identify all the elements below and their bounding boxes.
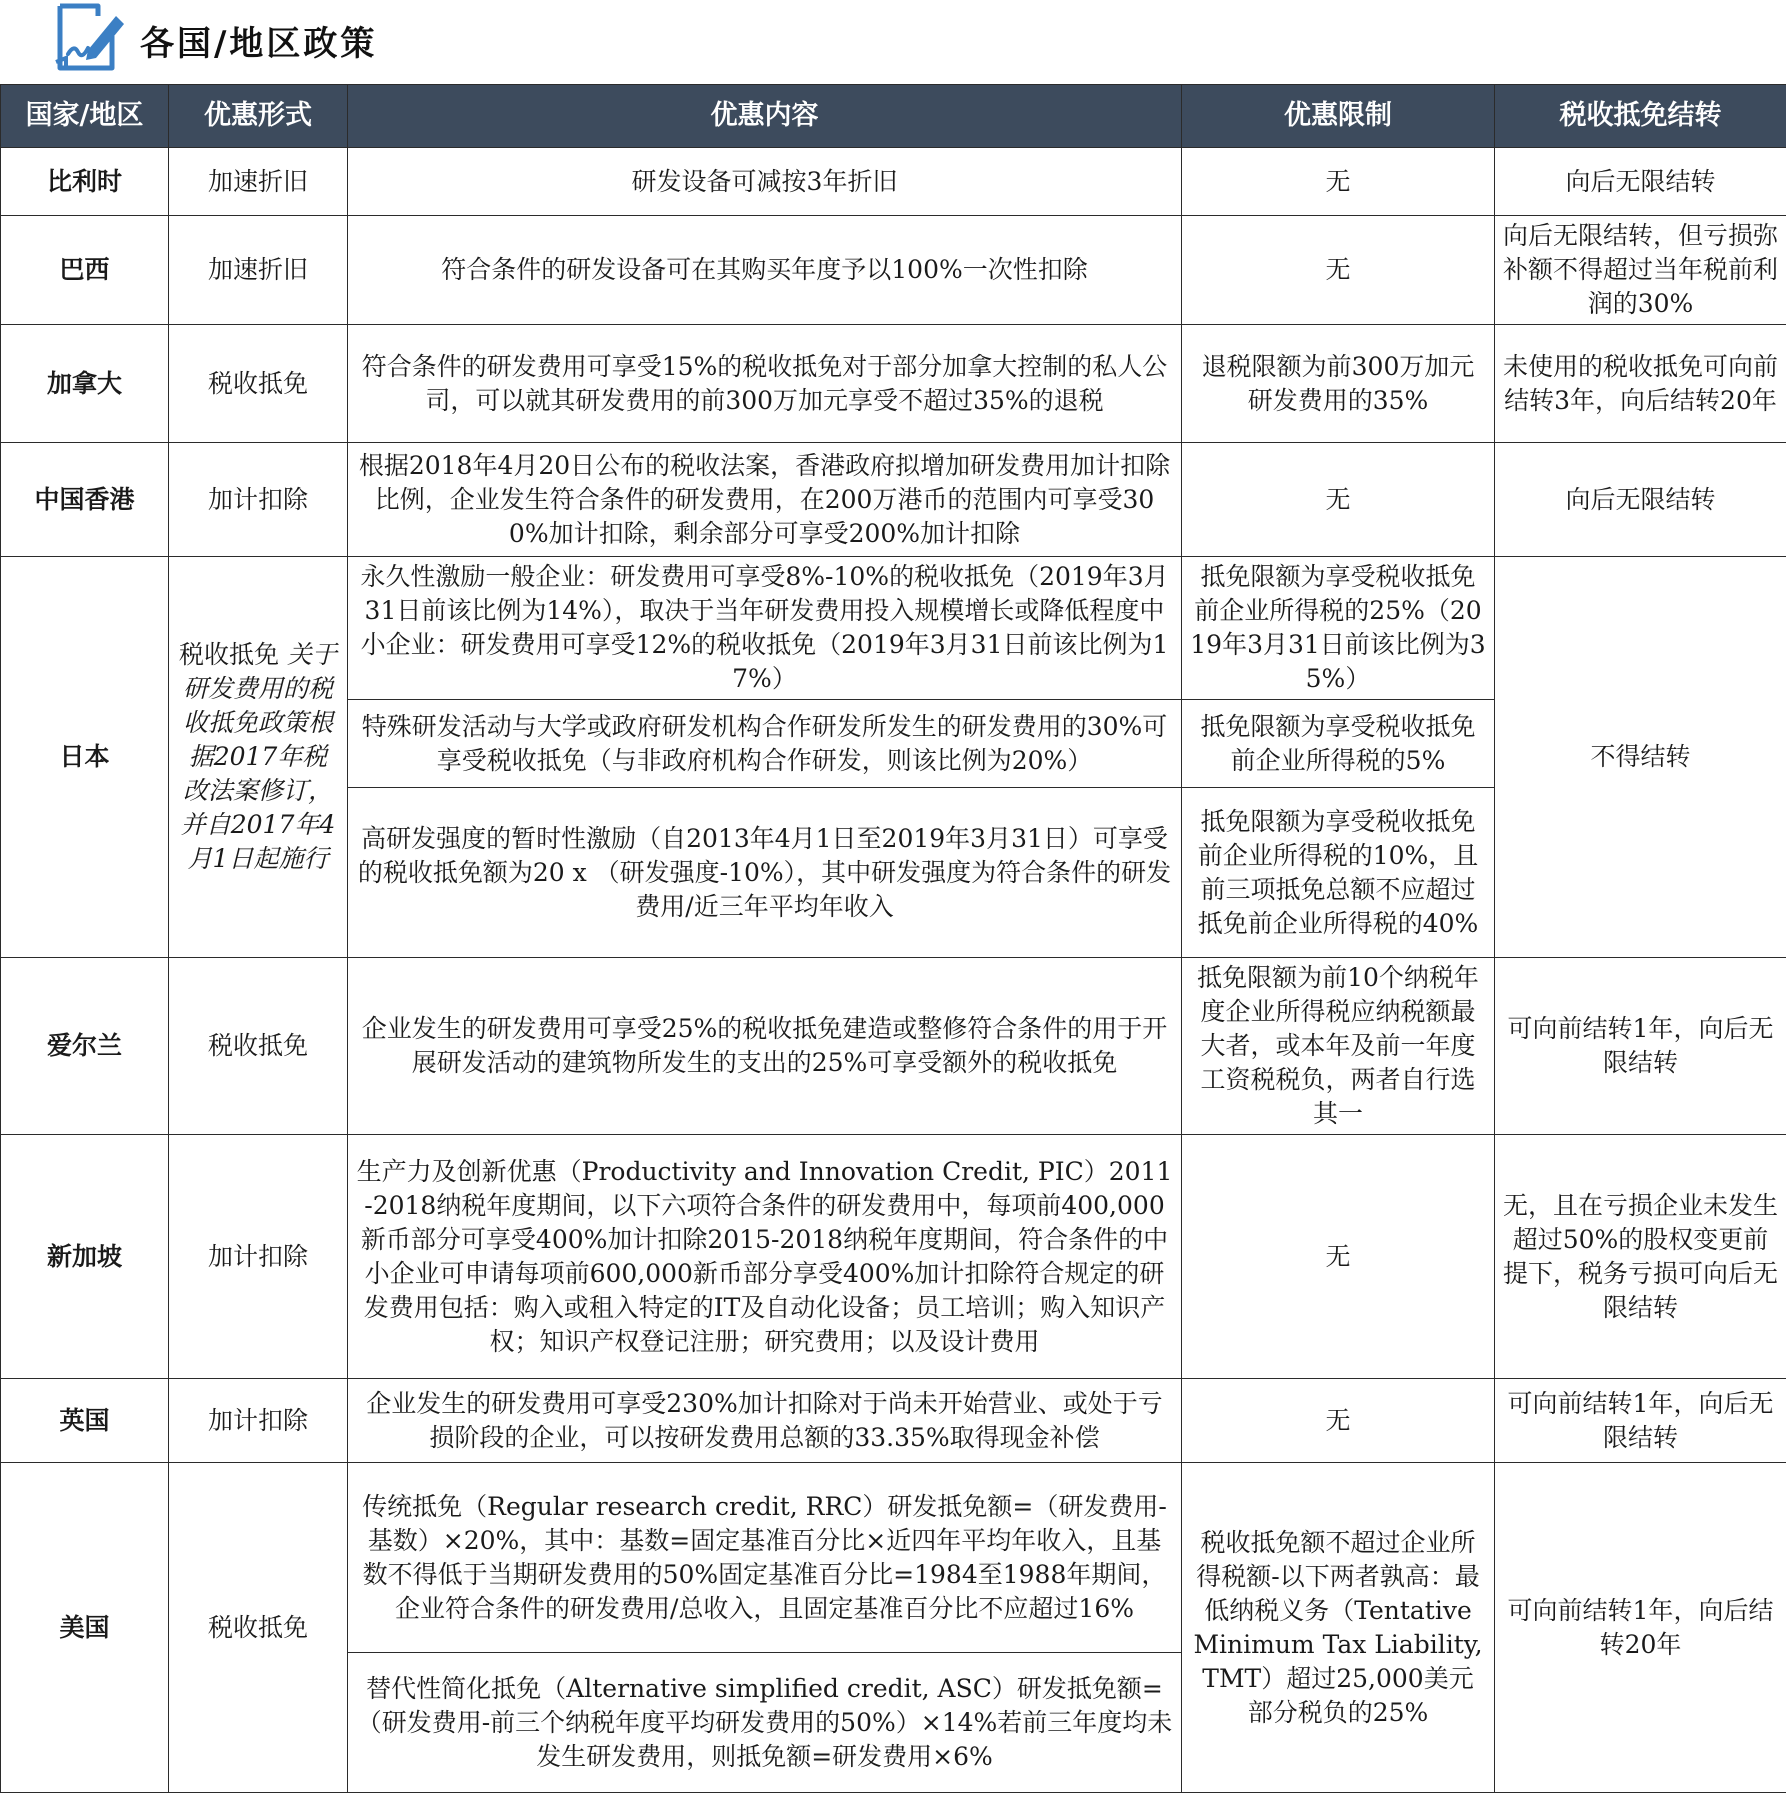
content-cell: 替代性简化抵免（Alternative simplified credit, ASC）研发抵免额=（研发费用-前三个纳税年度平均研发费用的50%）×14%若前三年度均未发生研发费用，则抵免额=研发费用×6% xyxy=(348,1653,1182,1793)
policy-table xyxy=(0,84,1786,1793)
content-cell: 生产力及创新优惠（Productivity and Innovation Credit, PIC）2011-2018纳税年度期间，以下六项符合条件的研发费用中，每项前400,000新币部分可享受400%加计扣除2015-2018纳税年度期间，符合条件的中小企业可申请每项前600,000新币部分享受400%加计扣除符合规定的研发费用包括：购入或租入特定的IT及自动化设备；员工培训；购入知识产权；知识产权登记注册；研究费用；以及设计费用 xyxy=(348,1135,1182,1379)
carryforward-cell: 向后无限结转，但亏损弥补额不得超过当年税前利润的30% xyxy=(1495,216,1786,325)
header-content: 优惠内容 xyxy=(348,85,1182,148)
carryforward-cell: 向后无限结转 xyxy=(1495,443,1786,557)
table-row xyxy=(1,557,1786,700)
content-cell: 高研发强度的暂时性激励（自2013年4月1日至2019年3月31日）可享受的税收抵免额为20 x （研发强度-10%），其中研发强度为符合条件的研发费用/近三年平均年收入 xyxy=(348,788,1182,958)
form-cell: 加速折旧 xyxy=(169,216,348,325)
table-row xyxy=(1,216,1786,325)
table-row xyxy=(1,1135,1786,1379)
header-carryforward: 税收抵免结转 xyxy=(1495,85,1786,148)
limit-cell: 退税限额为前300万加元研发费用的35% xyxy=(1182,325,1495,443)
limit-cell: 抵免限额为享受税收抵免前企业所得税的5% xyxy=(1182,700,1495,788)
table-row xyxy=(1,1463,1786,1653)
country-cell: 新加坡 xyxy=(1,1135,169,1379)
content-cell: 企业发生的研发费用可享受230%加计扣除对于尚未开始营业、或处于亏损阶段的企业，可以按研发费用总额的33.35%取得现金补偿 xyxy=(348,1379,1182,1463)
content-cell: 永久性激励一般企业：研发费用可享受8%-10%的税收抵免（2019年3月31日前该比例为14%），取决于当年研发费用投入规模增长或降低程度中小企业：研发费用可享受12%的税收抵免（2019年3月31日前该比例为17%） xyxy=(348,557,1182,700)
limit-cell: 税收抵免额不超过企业所得税额-以下两者孰高：最低纳税义务（Tentative Minimum Tax Liability, TMT）超过25,000美元部分税负的25% xyxy=(1182,1463,1495,1793)
form-cell xyxy=(169,557,348,958)
header-country: 国家/地区 xyxy=(1,85,169,148)
form-note: 关于研发费用的税收抵免政策根据2017年税改法案修订，并自2017年4月1日起施行 xyxy=(181,640,337,873)
country-cell: 英国 xyxy=(1,1379,169,1463)
limit-cell: 无 xyxy=(1182,1379,1495,1463)
carryforward-cell: 不得结转 xyxy=(1495,557,1786,958)
form-cell: 加计扣除 xyxy=(169,1135,348,1379)
limit-cell: 抵免限额为享受税收抵免前企业所得税的10%，且前三项抵免总额不应超过抵免前企业所得税的40% xyxy=(1182,788,1495,958)
form-cell: 加速折旧 xyxy=(169,148,348,216)
content-cell: 符合条件的研发费用可享受15%的税收抵免对于部分加拿大控制的私人公司，可以就其研发费用的前300万加元享受不超过35%的退税 xyxy=(348,325,1182,443)
table-row xyxy=(1,443,1786,557)
limit-cell: 无 xyxy=(1182,148,1495,216)
content-cell: 根据2018年4月20日公布的税收法案，香港政府拟增加研发费用加计扣除比例，企业发生符合条件的研发费用，在200万港币的范围内可享受300%加计扣除，剩余部分可享受200%加计扣除 xyxy=(348,443,1182,557)
table-header-row xyxy=(1,85,1786,148)
page-title: 各国/地区政策 xyxy=(140,16,377,65)
document-pen-icon xyxy=(52,2,126,76)
table-row xyxy=(1,1379,1786,1463)
content-cell: 特殊研发活动与大学或政府研发机构合作研发所发生的研发费用的30%可享受税收抵免（与非政府机构合作研发，则该比例为20%） xyxy=(348,700,1182,788)
header-limit: 优惠限制 xyxy=(1182,85,1495,148)
table-row xyxy=(1,325,1786,443)
page-header xyxy=(0,0,1786,84)
limit-cell: 无 xyxy=(1182,443,1495,557)
limit-cell: 无 xyxy=(1182,216,1495,325)
form-cell: 加计扣除 xyxy=(169,443,348,557)
carryforward-cell: 可向前结转1年，向后无限结转 xyxy=(1495,1379,1786,1463)
country-cell: 日本 xyxy=(1,557,169,958)
table-row xyxy=(1,148,1786,216)
carryforward-cell: 可向前结转1年，向后结转20年 xyxy=(1495,1463,1786,1793)
country-cell: 巴西 xyxy=(1,216,169,325)
carryforward-cell: 向后无限结转 xyxy=(1495,148,1786,216)
country-cell: 加拿大 xyxy=(1,325,169,443)
limit-cell: 抵免限额为享受税收抵免前企业所得税的25%（2019年3月31日前该比例为35%） xyxy=(1182,557,1495,700)
country-cell: 中国香港 xyxy=(1,443,169,557)
carryforward-cell: 可向前结转1年，向后无限结转 xyxy=(1495,958,1786,1135)
header-form: 优惠形式 xyxy=(169,85,348,148)
form-cell: 加计扣除 xyxy=(169,1379,348,1463)
content-cell: 传统抵免（Regular research credit, RRC）研发抵免额=（研发费用-基数）×20%，其中：基数=固定基准百分比×近四年平均年收入，且基数不得低于当期研发费用的50%固定基准百分比=1984至1988年期间，企业符合条件的研发费用/总收入，且固定基准百分比不应超过16% xyxy=(348,1463,1182,1653)
country-cell: 比利时 xyxy=(1,148,169,216)
content-cell: 企业发生的研发费用可享受25%的税收抵免建造或整修符合条件的用于开展研发活动的建筑物所发生的支出的25%可享受额外的税收抵免 xyxy=(348,958,1182,1135)
table-row xyxy=(1,958,1786,1135)
form-label: 税收抵免 xyxy=(179,640,287,669)
carryforward-cell: 无，且在亏损企业未发生超过50%的股权变更前提下，税务亏损可向后无限结转 xyxy=(1495,1135,1786,1379)
content-cell: 研发设备可减按3年折旧 xyxy=(348,148,1182,216)
country-cell: 美国 xyxy=(1,1463,169,1793)
form-cell: 税收抵免 xyxy=(169,325,348,443)
country-cell: 爱尔兰 xyxy=(1,958,169,1135)
carryforward-cell: 未使用的税收抵免可向前结转3年，向后结转20年 xyxy=(1495,325,1786,443)
limit-cell: 抵免限额为前10个纳税年度企业所得税应纳税额最大者，或本年及前一年度工资税税负，两者自行选其一 xyxy=(1182,958,1495,1135)
form-cell: 税收抵免 xyxy=(169,958,348,1135)
limit-cell: 无 xyxy=(1182,1135,1495,1379)
form-cell: 税收抵免 xyxy=(169,1463,348,1793)
content-cell: 符合条件的研发设备可在其购买年度予以100%一次性扣除 xyxy=(348,216,1182,325)
